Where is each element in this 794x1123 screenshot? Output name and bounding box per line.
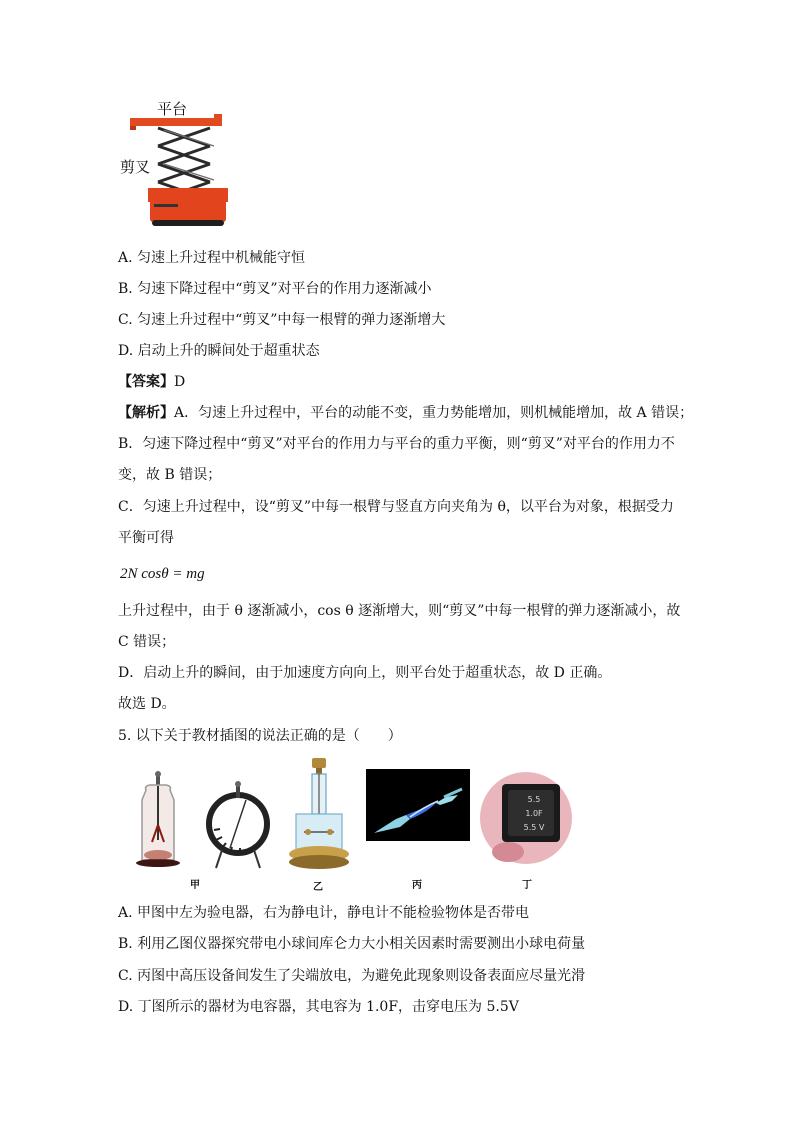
- q5-option-d: D. 丁图所示的器材为电容器，其电容为 1.0F，击穿电压为 5.5V: [118, 999, 519, 1015]
- formula: 2N cosθ = mg: [120, 566, 205, 582]
- analysis-text-a: A．匀速上升过程中，平台的动能不变，重力势能增加，则机械能增加，故 A 错误；: [174, 405, 694, 421]
- capacitor-text-1: 5.5: [527, 795, 541, 804]
- analysis-tag: 【解析】: [118, 405, 174, 421]
- answer-tag: 【答案】: [118, 374, 174, 390]
- capacitor-text-3: 5.5 V: [523, 823, 545, 832]
- analysis-line-1: [118, 403, 693, 423]
- q4-option-b: B. 匀速下降过程中“剪叉”对平台的作用力逐渐减小: [118, 281, 432, 297]
- caption-bing: 丙: [412, 880, 422, 891]
- q5-option-a: A. 甲图中左为验电器，右为静电计，静电计不能检验物体是否带电: [118, 905, 530, 921]
- figure-bing-discharge: [366, 769, 470, 841]
- analysis-line-3: 变，故 B 错误；: [118, 467, 222, 483]
- q5-stem: 5. 以下关于教材插图的说法正确的是（ ）: [118, 728, 402, 744]
- figure-yi-torsion-balance: [286, 758, 352, 870]
- q4-option-a: A. 匀速上升过程中机械能守恒: [118, 250, 306, 266]
- answer-line: [118, 372, 185, 392]
- analysis-line-8: D．启动上升的瞬间，由于加速度方向向上，则平台处于超重状态，故 D 正确。: [118, 665, 612, 681]
- caption-jia: 甲: [190, 880, 200, 891]
- analysis-line-7: C 错误；: [118, 634, 176, 650]
- analysis-line-6: 上升过程中，由于 θ 逐渐减小，cos θ 逐渐增大，则“剪叉”中每一根臂的弹力逐渐减小，故: [118, 603, 681, 619]
- figure-label-platform: 平台: [157, 100, 188, 118]
- figure-ding-capacitor: [478, 770, 574, 870]
- scissor-lift-figure: [128, 112, 238, 230]
- caption-ding: 丁: [522, 880, 532, 891]
- caption-yi: 乙: [313, 882, 323, 893]
- analysis-line-4: C．匀速上升过程中，设“剪叉”中每一根臂与竖直方向夹角为 θ，以平台为对象，根据受力: [118, 499, 674, 515]
- answer-value: D: [174, 374, 186, 390]
- q5-option-c: C. 丙图中高压设备间发生了尖端放电，为避免此现象则设备表面应尽量光滑: [118, 968, 586, 984]
- figure-label-scissor: 剪叉: [120, 158, 151, 176]
- analysis-line-9: 故选 D。: [118, 696, 176, 712]
- analysis-line-2: B．匀速下降过程中“剪叉”对平台的作用力与平台的重力平衡，则“剪叉”对平台的作用力不: [118, 436, 675, 452]
- capacitor-text-2: 1.0F: [525, 809, 543, 818]
- q4-option-d: D. 启动上升的瞬间处于超重状态: [118, 343, 320, 359]
- q5-option-b: B. 利用乙图仪器探究带电小球间库仑力大小相关因素时需要测出小球电荷量: [118, 936, 586, 952]
- analysis-line-5: 平衡可得: [118, 530, 174, 546]
- figure-jia-electroscope: [130, 770, 280, 870]
- q4-option-c: C. 匀速上升过程中“剪叉”中每一根臂的弹力逐渐增大: [118, 312, 446, 328]
